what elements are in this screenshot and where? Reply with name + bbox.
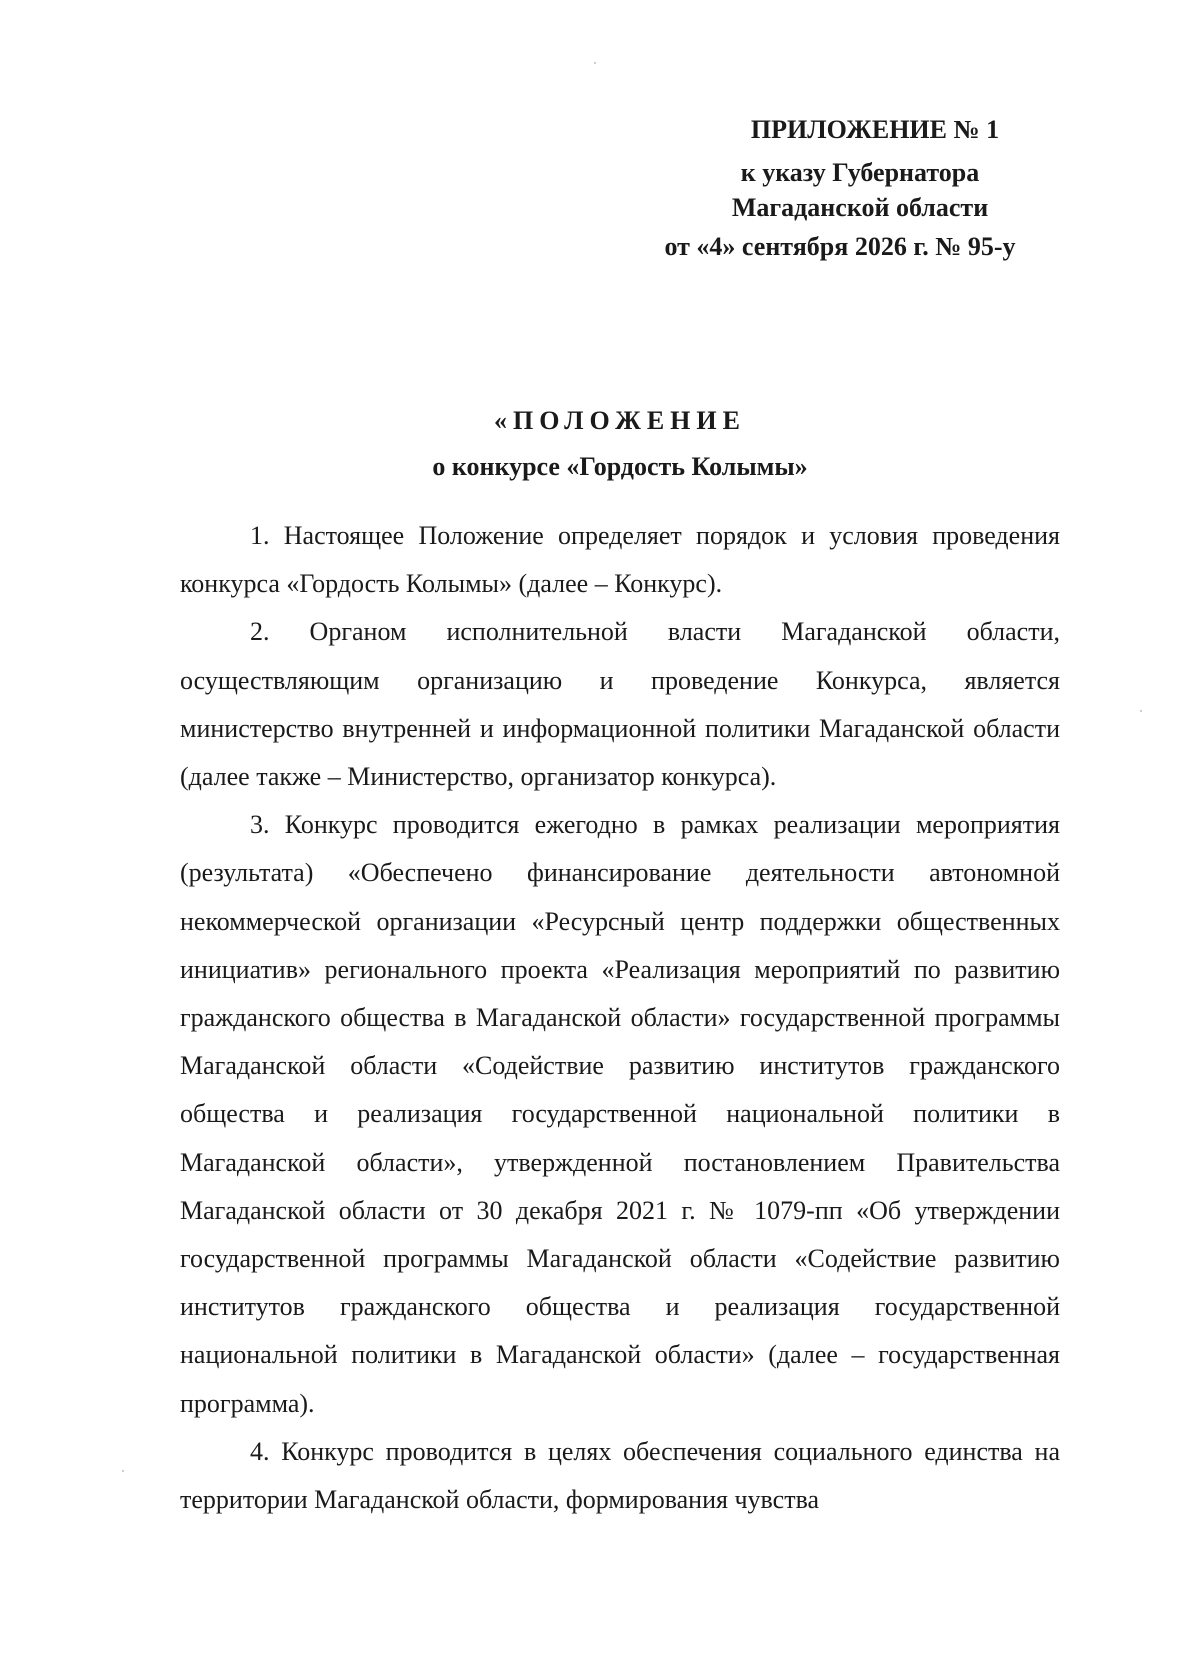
- scan-speck: [1140, 710, 1142, 712]
- document-title: [180, 398, 1060, 490]
- paragraph-4: 4. Конкурс проводится в целях обеспечения социального единства на территории Магаданской области, формирования чувства: [180, 1436, 1060, 1515]
- paragraph-3: 3. Конкурс проводится ежегодно в рамках реализации мероприятия (результата) «Обеспечено финансирование деятельности автономной некоммерческой организации «Ресурсный центр поддержки общественных инициатив» регионального проекта «Реализация мероприятий по развитию гражданского общества в Магаданской области» государственной программы Магаданской области «Содействие развитию институтов гражданского общества и реализация государственной национальной политики в Магаданской области», утвержденной постановлением Правительства Магаданской области от 30 декабря 2021 г. № 1079-пп «Об утверждении государственной программы Магаданской области «Содействие развитию институтов гражданского общества и реализация государственной национальной политики в Магаданской области» (далее – государственная программа).: [180, 810, 1060, 1418]
- title-subtitle: о конкурсе «Гордость Колымы»: [432, 452, 808, 481]
- document-body: [180, 512, 1060, 1524]
- paragraph-2: 2. Органом исполнительной власти Магаданской области, осуществляющим организацию и проведение Конкурса, является министерство внутренней и информационной политики Магаданской области (далее также – Министерство, организатор конкурса).: [180, 617, 1060, 792]
- appendix-decree-line: к указу Губернатора: [740, 158, 980, 187]
- scan-speck: [594, 62, 596, 64]
- title-main: «ПОЛОЖЕНИЕ: [494, 406, 746, 435]
- paragraph-1: 1. Настоящее Положение определяет порядок и условия проведения конкурса «Гордость Колымы» (далее – Конкурс).: [180, 521, 1060, 599]
- appendix-date-line: от «4» сентября 2026 г. № 95-у: [664, 232, 1016, 261]
- appendix-header: [660, 112, 1060, 264]
- appendix-heading: ПРИЛОЖЕНИЕ № 1: [750, 115, 1000, 144]
- scan-speck: [122, 1470, 124, 1472]
- appendix-region-line: Магаданской области: [731, 193, 989, 222]
